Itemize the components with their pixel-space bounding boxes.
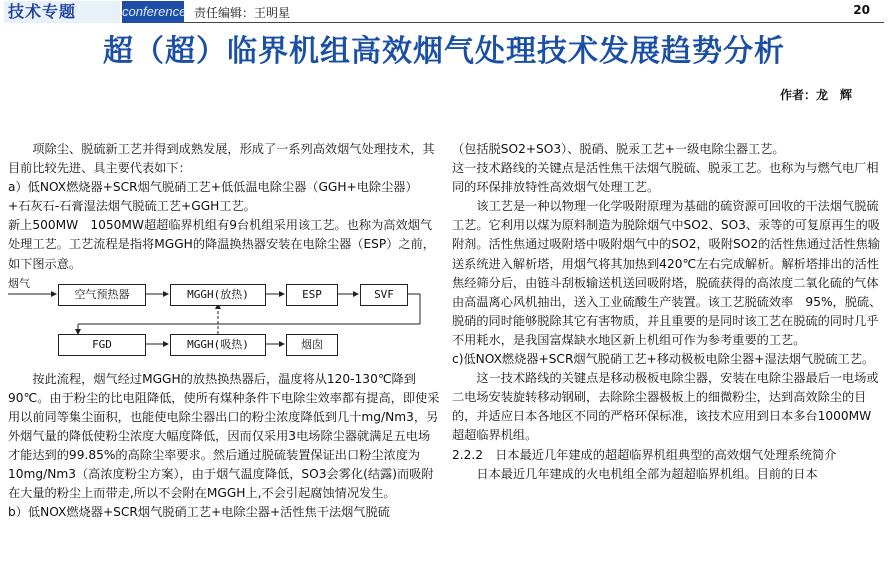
mggh-release-box: MGGH(放热) (170, 284, 266, 306)
page-number: 20 (853, 3, 870, 17)
page-header (0, 0, 888, 24)
article-title: 超（超）临界机组高效烟气处理技术发展趋势分析 (103, 34, 785, 69)
paragraph: 这一技术路线的关键点是活性焦干法烟气脱硫、脱汞工艺。也称为与燃气电厂相同的环保排放特性高效烟气处理工艺。 (452, 161, 879, 195)
paragraph: 日本最近几年建成的火电机组全部为超超临界机组。目前的日本 (476, 466, 818, 481)
paragraph: 按此流程，烟气经过MGGH的放热换热器后，温度将从120-130℃降到90℃。由于粉尘的比电阻降低，使所有煤种条件下电除尘效率都有提高，即使采用以前同等集尘面积，也能使电除尘器出口的粉尘浓度降低到几十mg/Nm3，另外烟气量的降低使粉尘浓度大幅度降低，因而仅采用3电场除尘器就满足五电场才能达到的99.85%的高除尘率要求。然后通过脱硫装置保证出口粉尘浓度为10mg/Nm3（高浓度粉尘方案），由于烟气温度降低，SO3会雾化(结露)而吸附在大量的粉尘上而带走,所以不会附在MGGH上,不会引起腐蚀情况发生。 (8, 371, 440, 501)
left-column (8, 140, 440, 522)
paragraph: （包括脱SO2+SO3）、脱硝、脱汞工艺+一级电除尘器工艺。 (452, 142, 785, 156)
flue-gas-label: 烟气 (8, 276, 30, 290)
paragraph: b）低NOX燃烧器+SCR烟气脱硝工艺+电除尘器+活性焦干法烟气脱硫 (8, 505, 390, 520)
section-brand: 技术专题 (4, 1, 120, 23)
paragraph: a）低NOX燃烧器+SCR烟气脱硝工艺+低低温电除尘器（GGH+电除尘器）+石灰石-石膏湿法烟气脱硫工艺+GGH工艺。 (8, 180, 418, 214)
paragraph: 项除尘、脱硫新工艺并得到成熟发展，形成了一系列高效烟气处理技术，其目前比较先进、具主要代表如下： (8, 142, 435, 176)
chimney-box: 烟囱 (286, 334, 338, 356)
fgd-box: FGD (58, 334, 146, 356)
mggh-absorb-box: MGGH(吸热) (170, 334, 266, 356)
paragraph: 这一技术路线的关键点是移动极板电除尘器，安装在电除尘器最后一电场或二电场安装旋转移动钢刷，去除除尘器极板上的细微粉尘，达到高效除尘的目的，并适应日本各地区不同的严格环保标准，该技术应用到日本多台1000MW超超临界机组。 (452, 371, 879, 443)
esp-box: ESP (286, 284, 338, 306)
paragraph: 新上500MW 1050MW超超临界机组有9台机组采用该工艺。也称为高效烟气处理工艺。工艺流程是指将MGGH的降温换热器安装在电除尘器（ESP）之前，如下图示意。 (8, 218, 435, 271)
svf-box: SVF (360, 284, 408, 306)
editor-credit: 责任编辑：王明星 (194, 6, 291, 20)
conference-tag: conference (122, 1, 184, 23)
section-heading: 2.2.2 日本最近几年建成的超超临界机组典型的高效烟气处理系统简介 (452, 447, 837, 462)
paragraph: c)低NOX燃烧器+SCR烟气脱硝工艺+移动极板电除尘器+湿法烟气脱硫工艺。 (452, 352, 875, 367)
right-column (452, 140, 882, 484)
air-preheater-box: 空气预热器 (58, 284, 146, 306)
header-rule (184, 22, 884, 23)
paragraph: 该工艺是一种以物理一化学吸附原理为基础的硫资源可回收的干法烟气脱硫工艺。它利用以煤为原料制造为脱除烟气中SO2、SO3、汞等的可复原再生的吸附剂。活性焦通过吸附塔中吸附烟气中的SO2，吸附SO2的活性焦通过活性焦输送系统进入解析塔，用烟气将其加热到420℃左右完成解析。解析塔排出的活性焦经筛分后，由链斗刮板输送机送回吸附塔，脱硫获得的高浓度二氧化硫的气体由高温离心风机抽出，送入工业硫酸生产装置。该工艺脱硫效率 95%，脱硫、脱硝的同时能够脱除其它有害物质，并且重要的是同时该工艺在脱硫的同时几乎不用耗水，是我国富煤缺水地区新上机组可作为参考重要的工艺。 (452, 199, 882, 347)
article-author: 作者：龙 辉 (779, 88, 852, 102)
process-flow-diagram (8, 274, 440, 364)
